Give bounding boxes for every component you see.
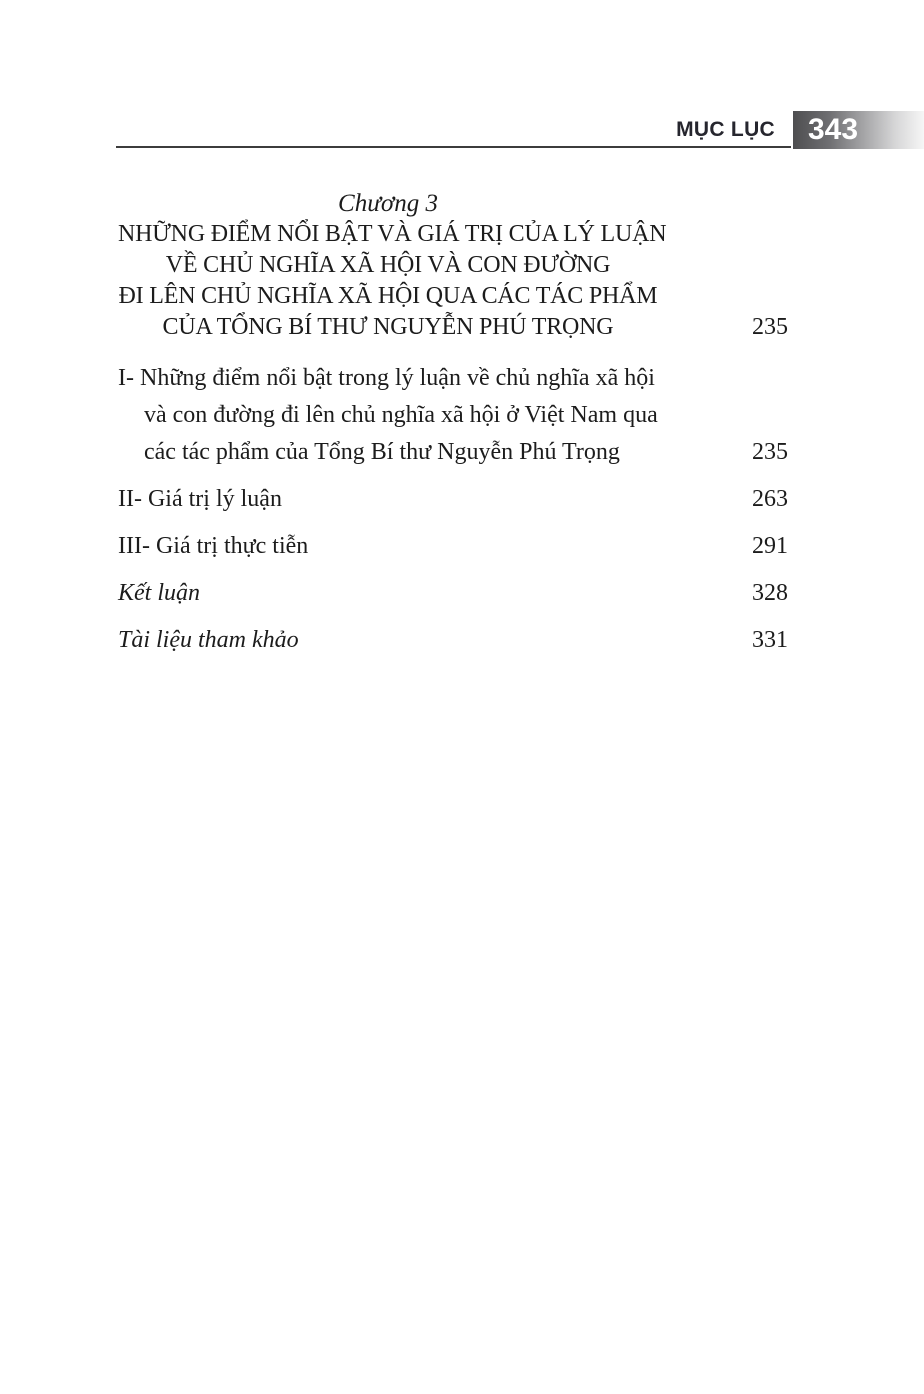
toc-entry-3 [118, 528, 788, 565]
page-header [0, 0, 924, 148]
chapter-title-line-2: VỀ CHỦ NGHĨA XÃ HỘI VÀ CON ĐƯỜNG [165, 252, 611, 278]
chapter-title-line-1: NHỮNG ĐIỂM NỔI BẬT VÀ GIÁ TRỊ CỦA LÝ LUẬN [118, 221, 667, 247]
chapter-kicker: Chương 3 [338, 190, 438, 217]
chapter-heading [118, 188, 788, 343]
toc-content [118, 188, 788, 659]
toc-entry-5 [118, 622, 788, 659]
page-number-badge [793, 111, 924, 149]
entry-label [118, 360, 736, 471]
header-rule [116, 146, 791, 148]
entry-page-number: 235 [752, 439, 788, 465]
entry-page-number: 291 [752, 533, 788, 559]
chapter-page-number: 235 [752, 314, 788, 340]
toc-entry-2 [118, 481, 788, 518]
toc-entries [118, 360, 788, 659]
entry-page-number: 331 [752, 627, 788, 653]
entry-page-number: 263 [752, 486, 788, 512]
toc-entry-1 [118, 360, 788, 471]
entry-label: III- Giá trị thực tiễn [118, 533, 309, 559]
toc-entry-4 [118, 575, 788, 612]
entry-label: II- Giá trị lý luận [118, 486, 282, 512]
entry-label-line: I- Những điểm nổi bật trong lý luận về chủ nghĩa xã hội [118, 365, 655, 391]
header-right-group [676, 111, 924, 149]
entry-label-line: các tác phẩm của Tổng Bí thư Nguyễn Phú Trọng [144, 439, 620, 465]
entry-label-line: và con đường đi lên chủ nghĩa xã hội ở Việt Nam qua [144, 402, 658, 428]
chapter-title-line-4: CỦA TỔNG BÍ THƯ NGUYỄN PHÚ TRỌNG [162, 314, 614, 340]
running-head-title: MỤC LỤC [676, 118, 775, 141]
page-number: 343 [808, 113, 859, 146]
entry-label: Kết luận [118, 580, 200, 606]
entry-label: Tài liệu tham khảo [118, 627, 299, 653]
chapter-title-line-3: ĐI LÊN CHỦ NGHĨA XÃ HỘI QUA CÁC TÁC PHẨM [118, 283, 658, 309]
entry-page-number: 328 [752, 580, 788, 606]
